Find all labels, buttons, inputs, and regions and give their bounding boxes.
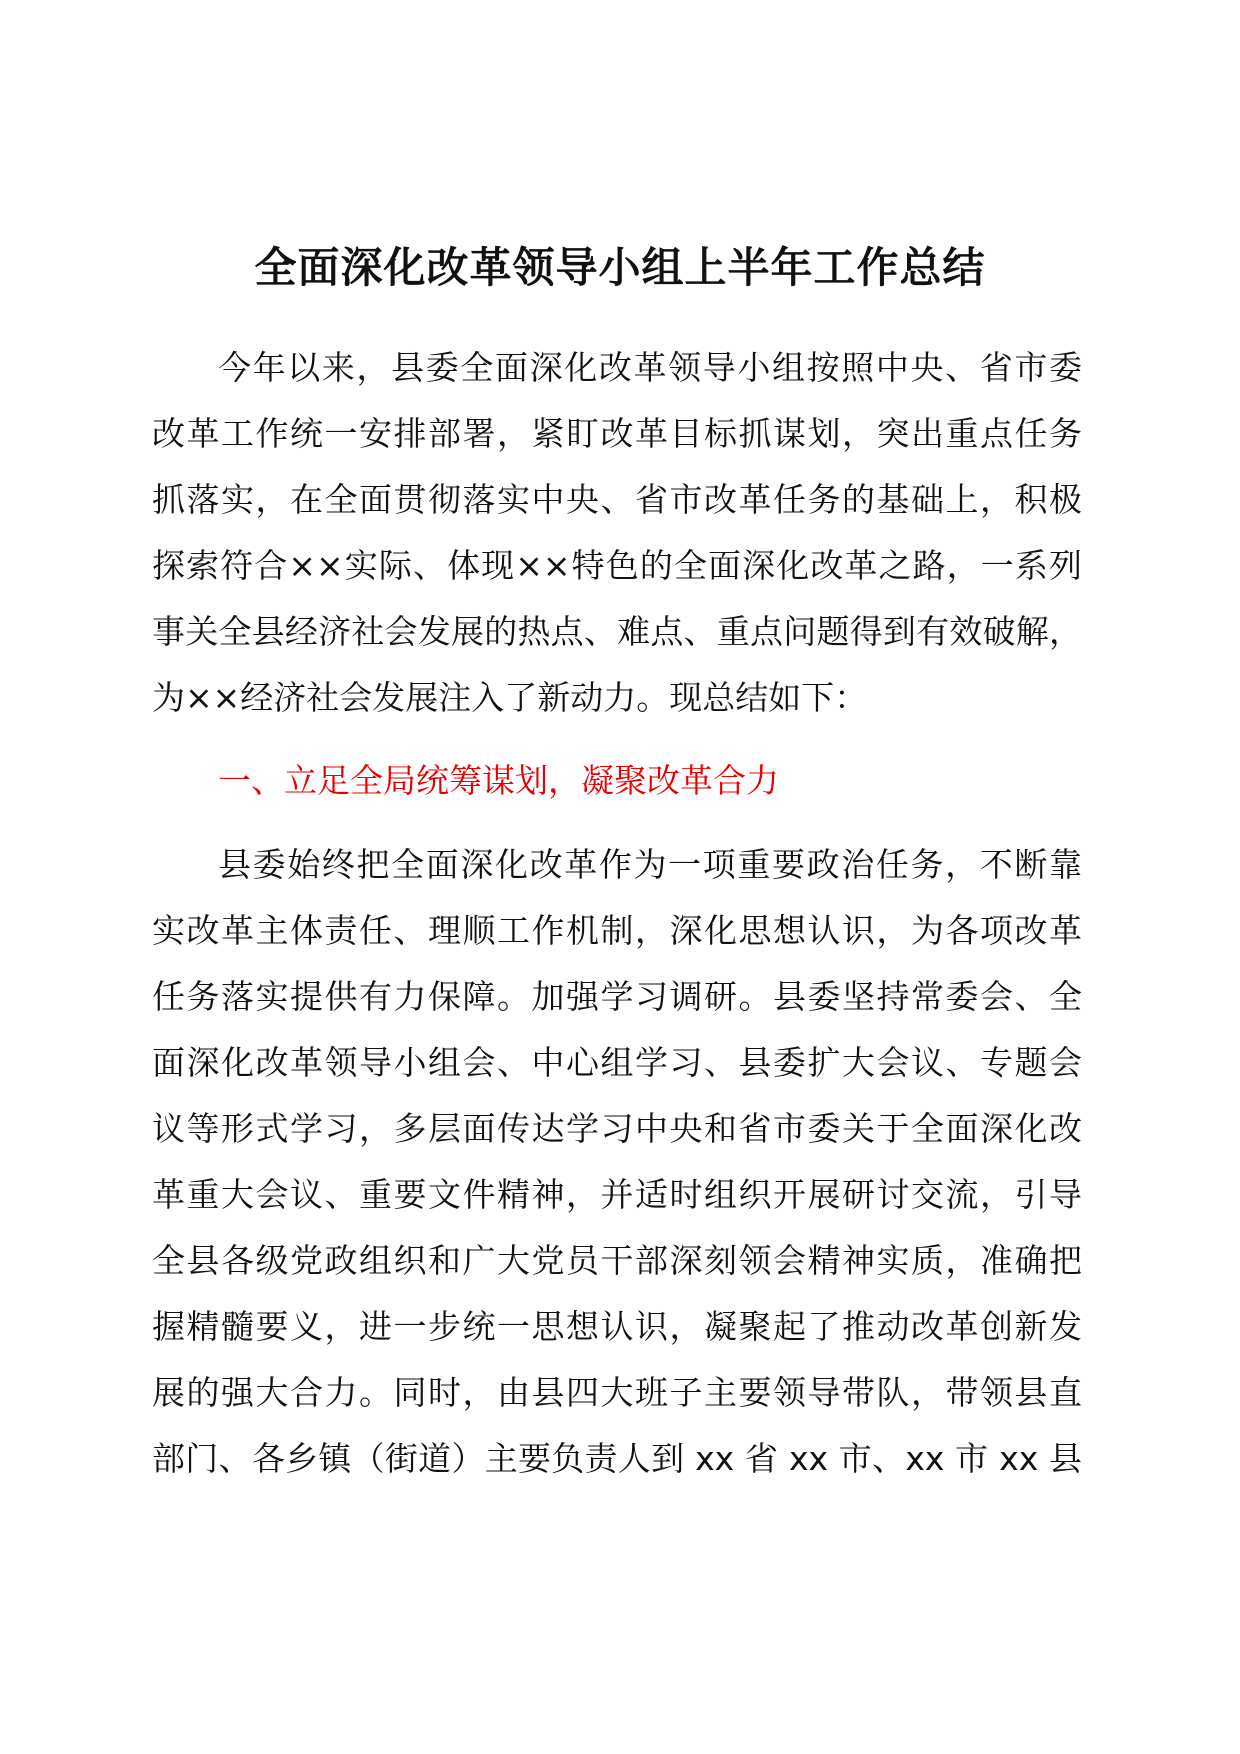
paragraph-line: 面深化改革领导小组会、中心组学习、县委扩大会议、专题会 — [152, 1043, 1082, 1082]
paragraph-line: 改革工作统一安排部署，紧盯改革目标抓谋划，突出重点任务 — [152, 414, 1082, 453]
section-paragraph — [152, 832, 1082, 1492]
paragraph-line: 革重大会议、重要文件精神，并适时组织开展研讨交流，引导 — [152, 1175, 1082, 1214]
paragraph-line: 今年以来，县委全面深化改革领导小组按照中央、省市委 — [218, 348, 1082, 387]
paragraph-line: 全县各级党政组织和广大党员干部深刻领会精神实质，准确把 — [152, 1241, 1082, 1280]
paragraph-line: 握精髓要义，进一步统一思想认识，凝聚起了推动改革创新发 — [152, 1307, 1082, 1346]
paragraph-line: 县委始终把全面深化改革作为一项重要政治任务，不断靠 — [218, 845, 1082, 884]
paragraph-line: 探索符合××实际、体现××特色的全面深化改革之路，一系列 — [152, 546, 1082, 585]
paragraph-line: 为××经济社会发展注入了新动力。现总结如下： — [152, 678, 868, 717]
intro-paragraph — [152, 335, 1082, 731]
paragraph-line: 展的强大合力。同时，由县四大班子主要领导带队，带领县直 — [152, 1373, 1082, 1412]
document-title: 全面深化改革领导小组上半年工作总结 — [254, 243, 986, 292]
section-heading: 一、立足全局统筹谋划，凝聚改革合力 — [218, 761, 779, 800]
paragraph-line: 议等形式学习，多层面传达学习中央和省市委关于全面深化改 — [152, 1109, 1082, 1148]
paragraph-line: 抓落实，在全面贯彻落实中央、省市改革任务的基础上，积极 — [152, 480, 1082, 519]
paragraph-line: 实改革主体责任、理顺工作机制，深化思想认识，为各项改革 — [152, 911, 1082, 950]
paragraph-line: 任务落实提供有力保障。加强学习调研。县委坚持常委会、全 — [152, 977, 1082, 1016]
paragraph-line: 部门、各乡镇（街道）主要负责人到 xx 省 xx 市、xx 市 xx 县 — [152, 1439, 1082, 1478]
paragraph-line: 事关全县经济社会发展的热点、难点、重点问题得到有效破解， — [152, 612, 1082, 651]
